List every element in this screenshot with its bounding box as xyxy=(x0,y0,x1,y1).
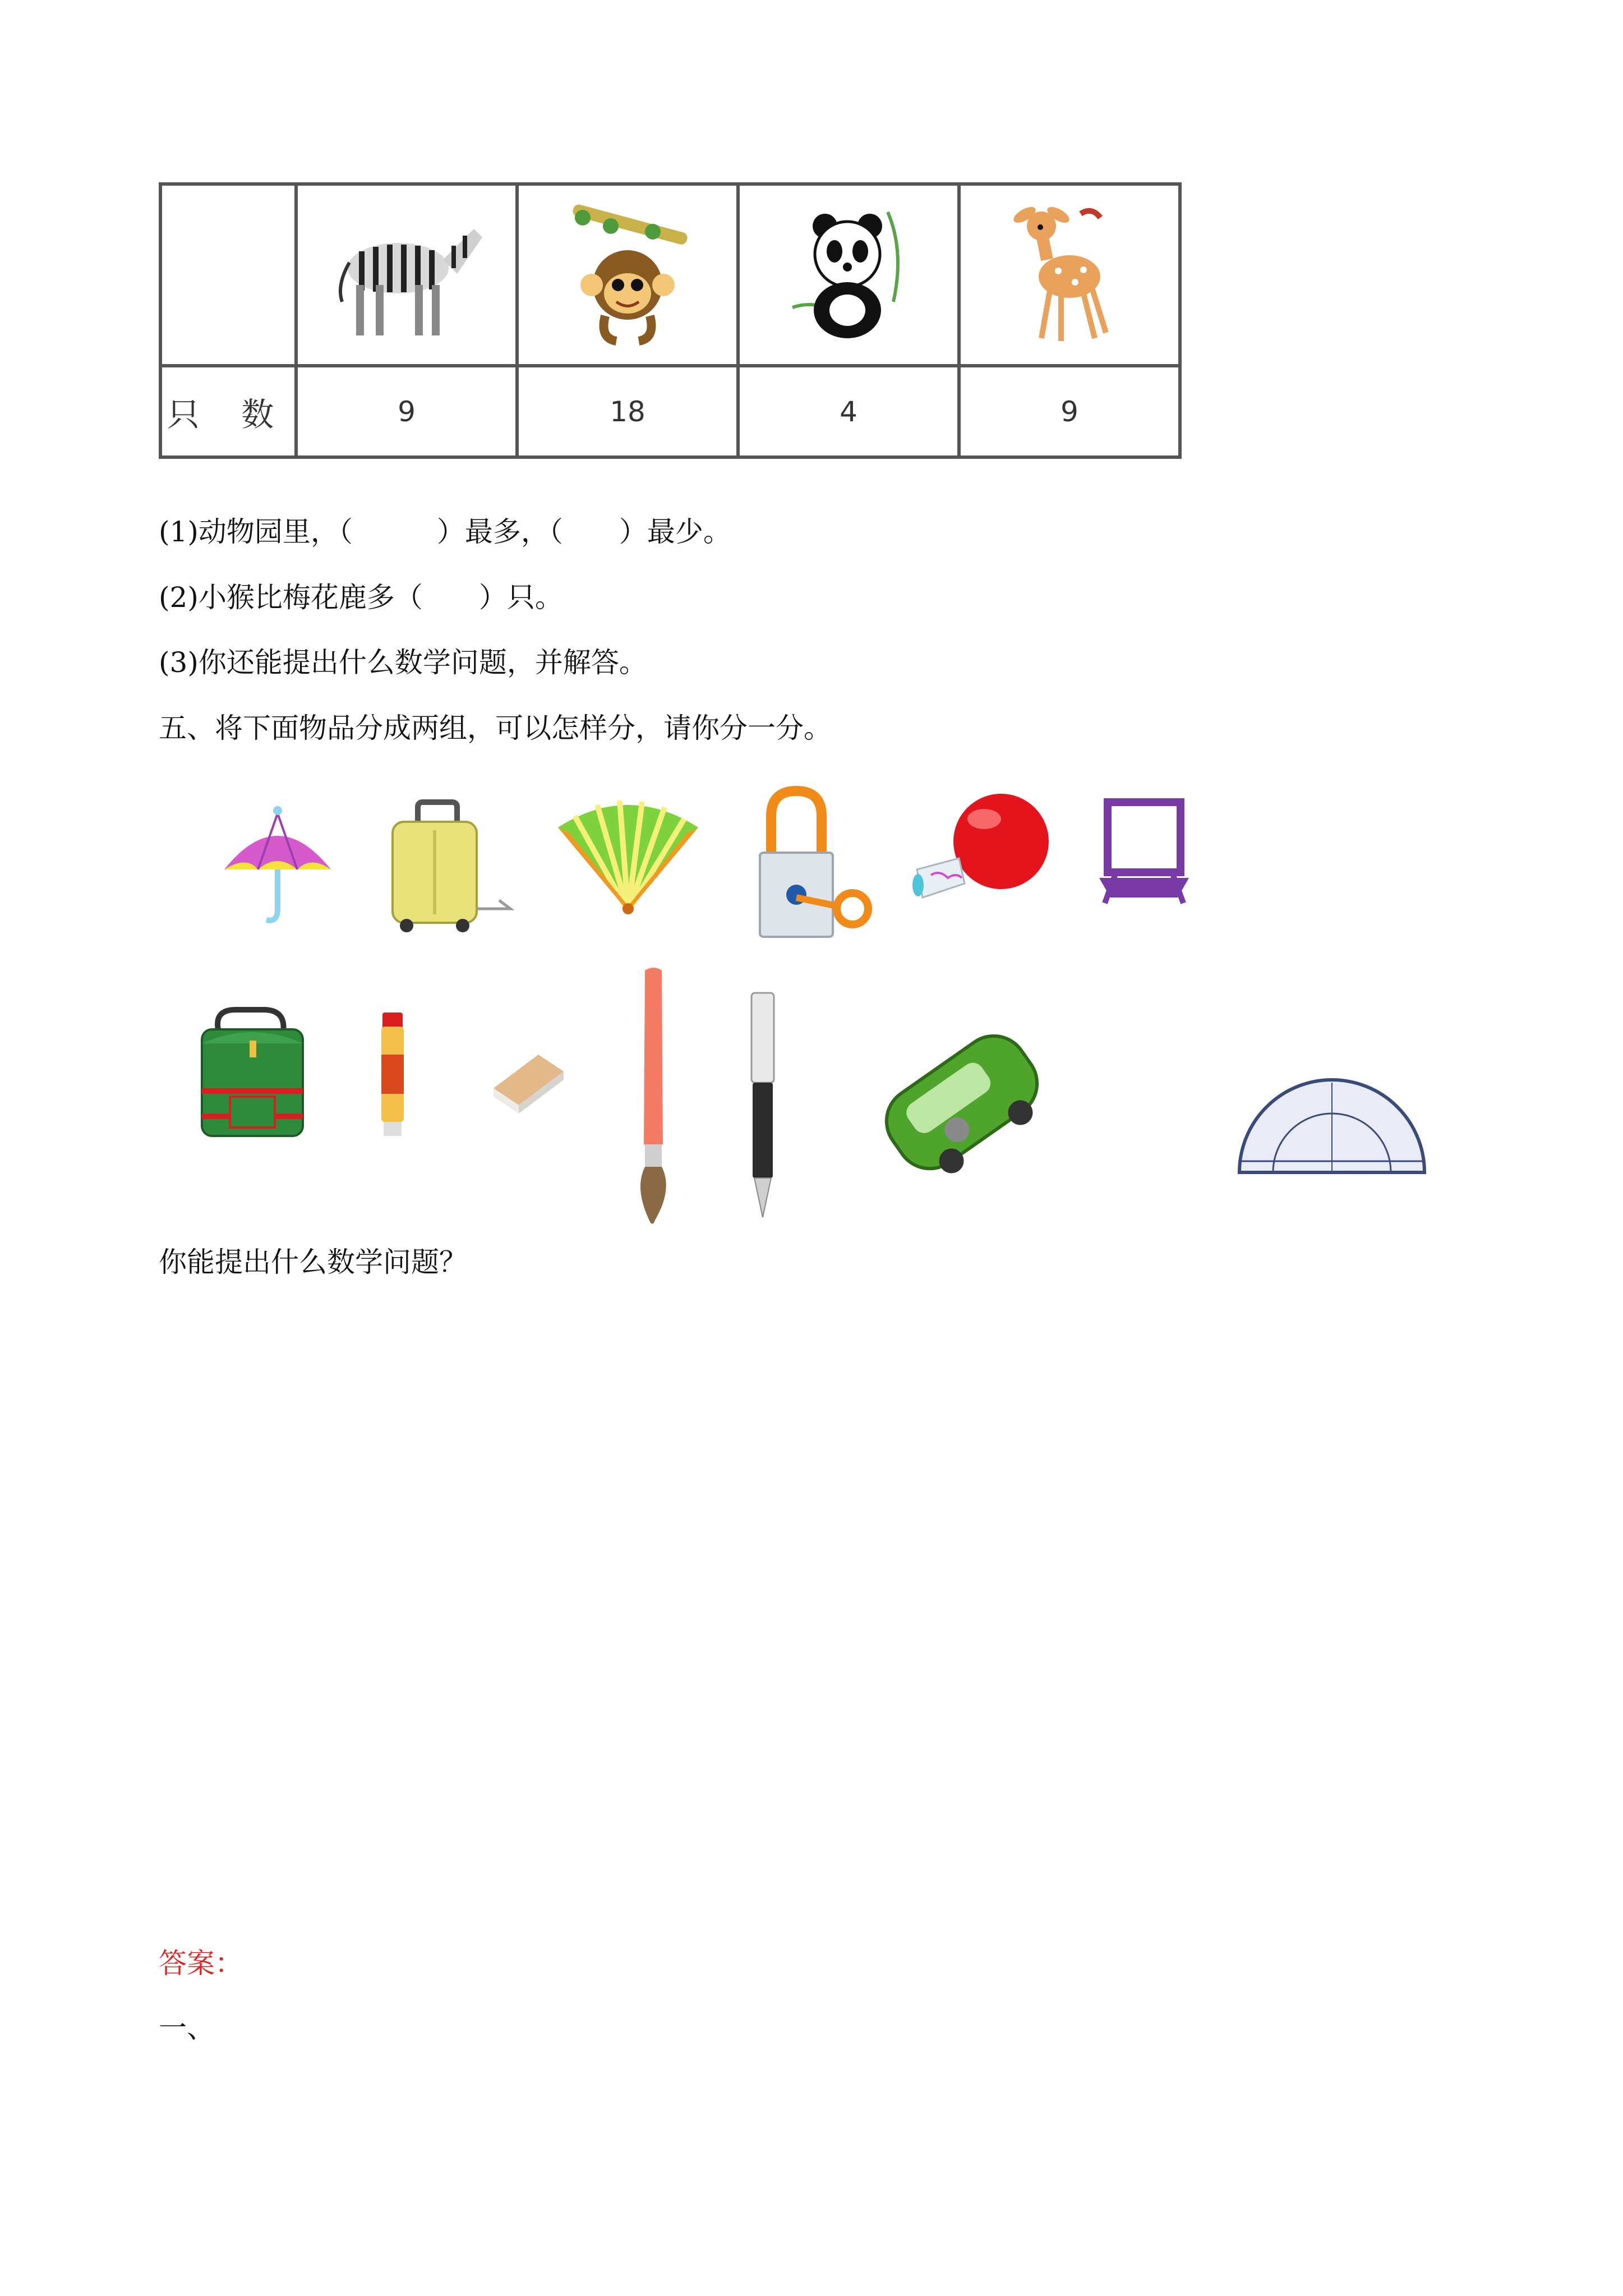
section-5-title: 五、将下面物品分成两组，可以怎样分，请你分一分。 xyxy=(159,712,832,744)
light-bulb-icon xyxy=(906,785,1054,914)
fountain-pen-icon xyxy=(740,987,785,1223)
suitcase-icon xyxy=(376,797,516,937)
answer-section-1: 一、 xyxy=(159,2012,215,2044)
lock-and-key-icon xyxy=(751,783,886,951)
panda-icon xyxy=(776,201,921,347)
count-label: 只 数 xyxy=(160,366,296,457)
eraser-icon xyxy=(482,1043,572,1116)
table-cell-zebra xyxy=(296,184,517,366)
count-monkey: 18 xyxy=(517,366,738,457)
zebra-icon xyxy=(322,206,491,341)
protractor-icon xyxy=(1234,1071,1430,1178)
table-cell-panda xyxy=(738,184,959,366)
table-cell-deer xyxy=(959,184,1180,366)
backpack-icon xyxy=(185,999,320,1144)
glue-stick-icon xyxy=(376,1010,409,1144)
fan-icon xyxy=(552,794,704,923)
question-2: (2)小猴比梅花鹿多（ ）只。 xyxy=(159,581,563,614)
animal-counts-row xyxy=(160,366,1180,457)
pencil-case-icon xyxy=(869,1010,1054,1195)
deer-icon xyxy=(1002,198,1137,349)
monkey-icon xyxy=(555,201,700,347)
question-1: (1)动物园里，（ ）最多，（ ）最少。 xyxy=(159,516,731,548)
animal-pictures-row xyxy=(160,184,1180,366)
question-3: (3)你还能提出什么数学问题，并解答。 xyxy=(159,646,647,679)
table-cell-monkey xyxy=(517,184,738,366)
umbrella-icon xyxy=(213,802,342,931)
math-question-prompt: 你能提出什么数学问题？ xyxy=(159,1246,467,1278)
answers-heading: 答案： xyxy=(159,1947,243,1980)
count-zebra: 9 xyxy=(296,366,517,457)
count-panda: 4 xyxy=(738,366,959,457)
animal-count-table xyxy=(159,182,1182,459)
table-corner-cell xyxy=(160,184,296,366)
mirror-icon xyxy=(1082,794,1200,912)
count-deer: 9 xyxy=(959,366,1180,457)
paintbrush-icon xyxy=(623,965,684,1228)
